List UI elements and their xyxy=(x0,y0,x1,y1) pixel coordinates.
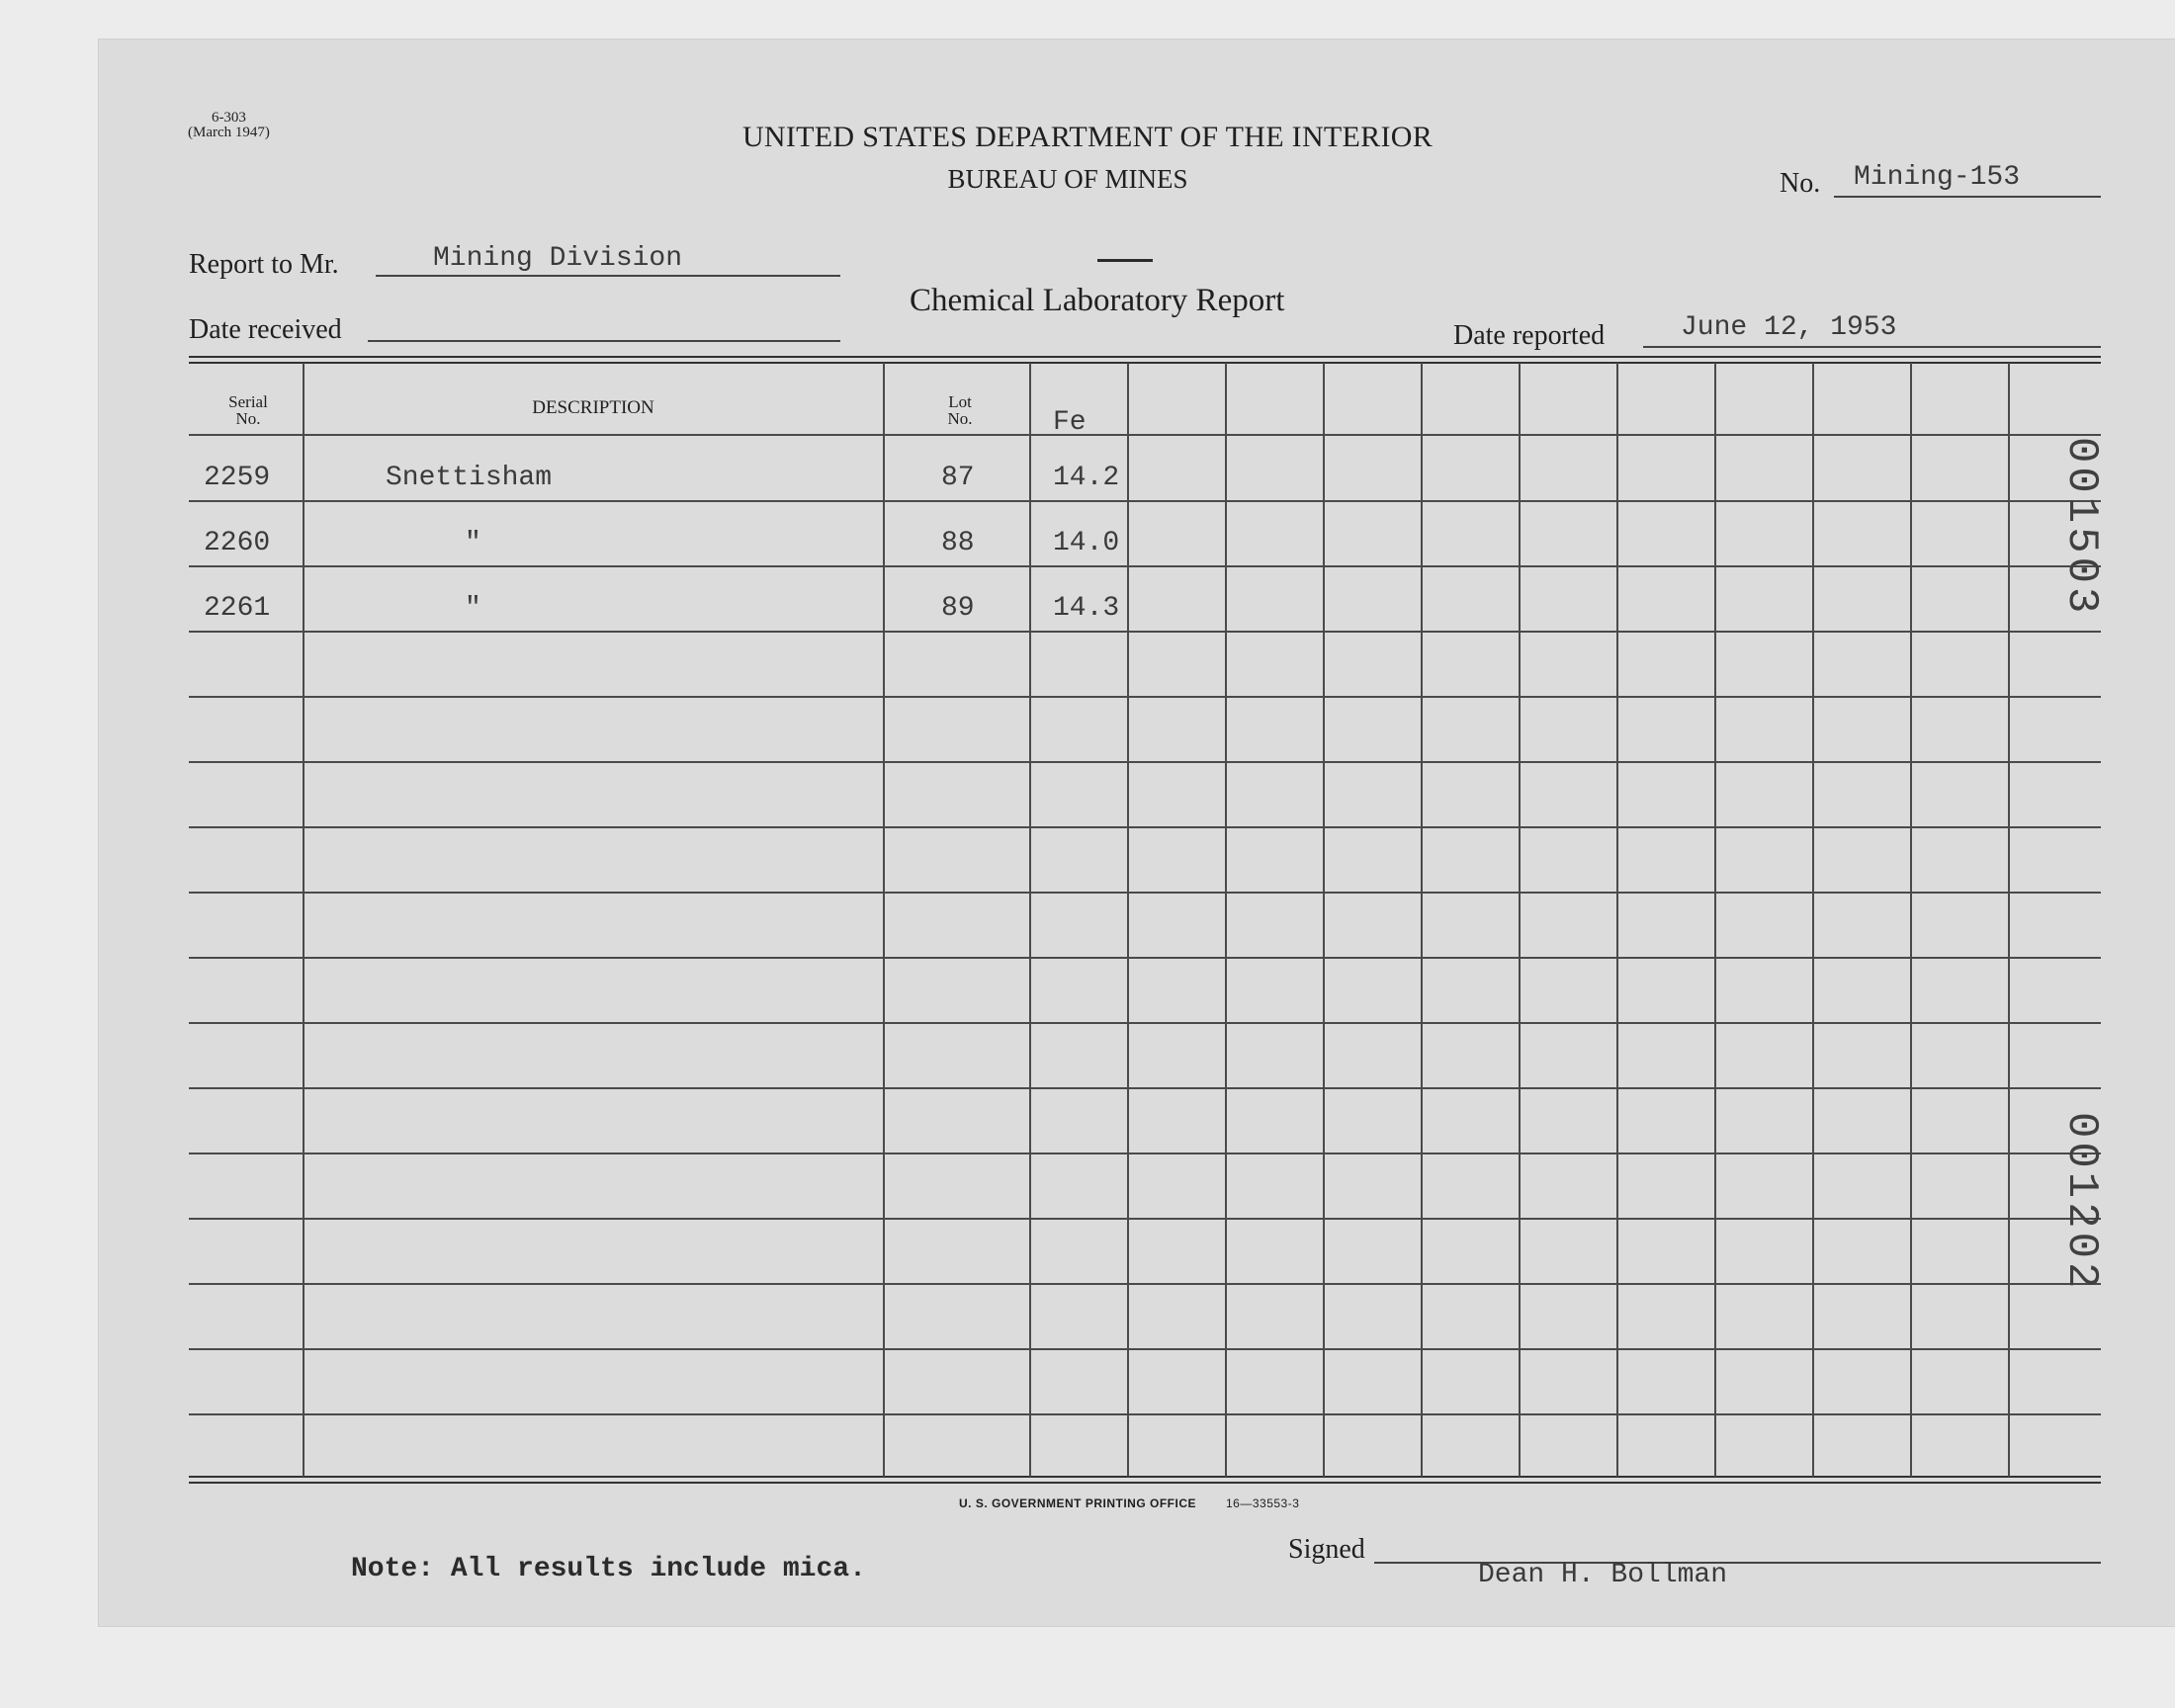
department-heading: UNITED STATES DEPARTMENT OF THE INTERIOR xyxy=(741,121,1434,153)
report-number-label: No. xyxy=(1780,168,1821,199)
printing-office: U. S. GOVERNMENT PRINTING OFFICE xyxy=(959,1496,1197,1510)
lot-header xyxy=(885,393,1035,427)
stamp-bottom: 001202 xyxy=(2056,1112,2106,1293)
date-reported-value: June 12, 1953 xyxy=(1681,312,1897,343)
report-to-label: Report to Mr. xyxy=(189,249,339,280)
description-cell: Snettisham xyxy=(386,463,553,493)
lot-cell: 89 xyxy=(941,593,975,624)
fe-cell: 14.0 xyxy=(1053,528,1120,558)
signed-name: Dean H. Bollman xyxy=(1478,1560,1728,1590)
lot-cell: 88 xyxy=(941,528,975,558)
serial-cell: 2259 xyxy=(204,463,271,493)
report-to-value: Mining Division xyxy=(433,243,683,274)
form-number-code: 6-303 xyxy=(211,110,246,126)
serial-cell: 2261 xyxy=(204,593,271,624)
table-grid xyxy=(99,40,2175,1626)
fe-header: Fe xyxy=(1053,407,1087,438)
stamp-top: 001503 xyxy=(2056,437,2106,618)
date-reported-label: Date reported xyxy=(1453,320,1606,351)
lot-header-line1: Lot xyxy=(948,392,972,411)
lot-header-line2: No. xyxy=(947,409,973,428)
serial-header xyxy=(196,393,301,427)
printing-code: 16—33553-3 xyxy=(1226,1496,1300,1510)
report-sheet xyxy=(99,40,2175,1626)
lot-cell: 87 xyxy=(941,463,975,493)
fe-cell: 14.2 xyxy=(1053,463,1120,493)
serial-header-line1: Serial xyxy=(228,392,268,411)
serial-cell: 2260 xyxy=(204,528,271,558)
note: Note: All results include mica. xyxy=(351,1554,866,1584)
description-cell: " xyxy=(465,593,481,624)
bureau-heading: BUREAU OF MINES xyxy=(947,164,1188,194)
report-number-value: Mining-153 xyxy=(1854,162,2021,193)
signed-label: Signed xyxy=(1288,1534,1365,1565)
fe-cell: 14.3 xyxy=(1053,593,1120,624)
description-cell: " xyxy=(465,528,481,558)
form-edition: (March 1947) xyxy=(188,125,270,140)
report-title: Chemical Laboratory Report xyxy=(910,283,1285,318)
date-received-label: Date received xyxy=(189,314,342,345)
serial-header-line2: No. xyxy=(235,409,261,428)
description-header: DESCRIPTION xyxy=(532,397,654,418)
